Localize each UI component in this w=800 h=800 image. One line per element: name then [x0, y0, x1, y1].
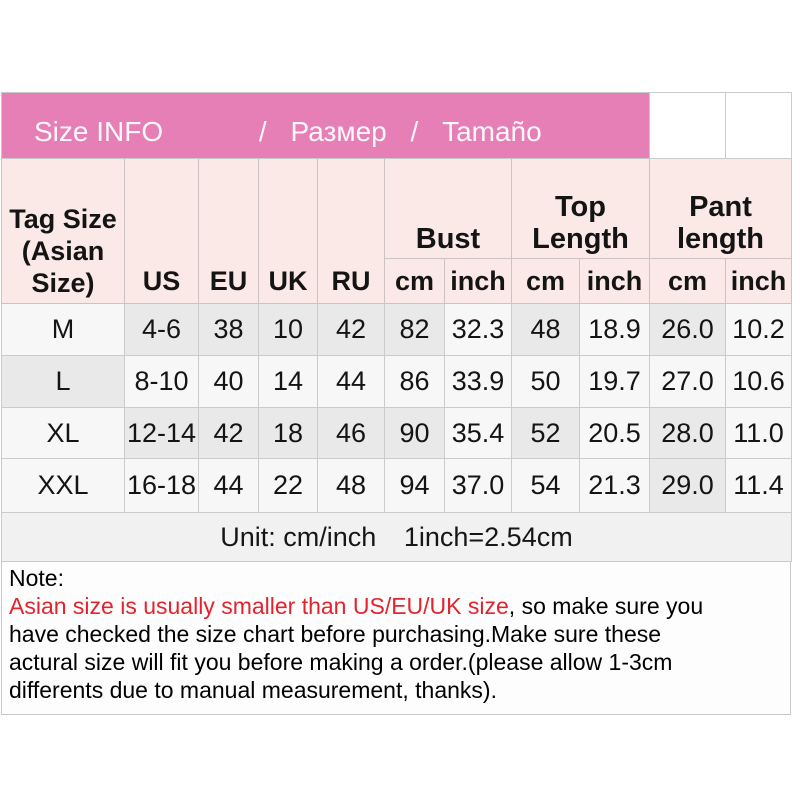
data-cell: 50 — [512, 356, 580, 408]
data-cell: 19.7 — [580, 356, 650, 408]
data-cell: 4-6 — [125, 304, 199, 356]
data-cell: 18 — [259, 408, 318, 459]
note-box — [1, 561, 791, 715]
data-cell: 10.2 — [726, 304, 792, 356]
data-cell: 40 — [199, 356, 259, 408]
table-row-l — [2, 356, 792, 408]
note-red-text: Asian size is usually smaller than US/EU/UK size — [9, 593, 509, 619]
data-cell: 14 — [259, 356, 318, 408]
header-ru: RU — [318, 159, 385, 304]
data-cell: 94 — [385, 459, 445, 513]
title-es: Tamaño — [442, 115, 542, 147]
header-bust-inch: inch — [445, 259, 512, 304]
note-line-3: actural size will fit you before making a order.(please allow 1-3cm — [9, 649, 673, 675]
unit-note-left: Unit: cm/inch — [220, 521, 377, 552]
header-bust-cm: cm — [385, 259, 445, 304]
header-pant-cm: cm — [650, 259, 726, 304]
size-info-title-bar — [2, 93, 650, 159]
group-header-row — [2, 159, 792, 259]
header-pant-length — [650, 159, 792, 259]
note-label: Note: — [9, 565, 64, 591]
data-cell: 82 — [385, 304, 445, 356]
blank-cell — [650, 93, 726, 159]
data-cell: 42 — [318, 304, 385, 356]
data-cell: 46 — [318, 408, 385, 459]
data-cell: 21.3 — [580, 459, 650, 513]
data-cell: 8-10 — [125, 356, 199, 408]
data-cell: 90 — [385, 408, 445, 459]
data-cell: 44 — [318, 356, 385, 408]
data-cell: 22 — [259, 459, 318, 513]
size-chart-table — [1, 92, 792, 562]
unit-note — [2, 513, 792, 562]
group-label-line: length — [677, 223, 764, 255]
data-cell: 35.4 — [445, 408, 512, 459]
title-separator: / — [258, 115, 267, 147]
header-us: US — [125, 159, 199, 304]
header-top-inch: inch — [580, 259, 650, 304]
size-chart-sheet — [1, 92, 791, 715]
group-label-line: Top — [555, 191, 606, 223]
header-top-cm: cm — [512, 259, 580, 304]
title-en: Size INFO — [34, 115, 164, 147]
data-cell: 32.3 — [445, 304, 512, 356]
data-cell: 12-14 — [125, 408, 199, 459]
data-cell: 27.0 — [650, 356, 726, 408]
data-cell: 11.4 — [726, 459, 792, 513]
unit-note-right: 1inch=2.54cm — [403, 521, 573, 552]
header-uk: UK — [259, 159, 318, 304]
group-label-line: Length — [532, 223, 629, 255]
tag-size-line: Tag Size — [9, 204, 117, 234]
note-line-2: have checked the size chart before purchasing.Make sure these — [9, 621, 662, 647]
data-cell: 16-18 — [125, 459, 199, 513]
tag-cell: M — [2, 304, 125, 356]
data-cell: 26.0 — [650, 304, 726, 356]
tag-cell: XL — [2, 408, 125, 459]
data-cell: 28.0 — [650, 408, 726, 459]
header-bust — [385, 159, 512, 259]
unit-note-row — [2, 513, 792, 562]
header-top-length — [512, 159, 650, 259]
group-label-line: Bust — [415, 223, 481, 255]
data-cell: 33.9 — [445, 356, 512, 408]
tag-cell: L — [2, 356, 125, 408]
data-cell: 44 — [199, 459, 259, 513]
data-cell: 54 — [512, 459, 580, 513]
data-cell: 18.9 — [580, 304, 650, 356]
title-separator-2: / — [410, 115, 419, 147]
note-line-1 — [9, 592, 783, 620]
data-cell: 10.6 — [726, 356, 792, 408]
header-pant-inch: inch — [726, 259, 792, 304]
header-tag-size — [2, 159, 125, 304]
group-label-line: Pant — [689, 191, 752, 223]
data-cell: 48 — [318, 459, 385, 513]
table-row-xl — [2, 408, 792, 459]
table-row-m — [2, 304, 792, 356]
header-eu: EU — [199, 159, 259, 304]
data-cell: 38 — [199, 304, 259, 356]
table-row-xxl — [2, 459, 792, 513]
data-cell: 37.0 — [445, 459, 512, 513]
data-cell: 11.0 — [726, 408, 792, 459]
title-ru: Размер — [290, 115, 387, 147]
data-cell: 86 — [385, 356, 445, 408]
data-cell: 42 — [199, 408, 259, 459]
tag-size-line: Size) — [31, 268, 95, 298]
data-cell: 48 — [512, 304, 580, 356]
data-cell: 20.5 — [580, 408, 650, 459]
tag-cell: XXL — [2, 459, 125, 513]
note-black-text: , so make sure you — [508, 593, 704, 619]
note-line-4: differents due to manual measurement, thanks). — [9, 677, 497, 703]
title-row — [2, 93, 792, 159]
tag-size-line: (Asian — [21, 236, 105, 266]
data-cell: 10 — [259, 304, 318, 356]
data-cell: 29.0 — [650, 459, 726, 513]
data-cell: 52 — [512, 408, 580, 459]
blank-cell — [726, 93, 792, 159]
